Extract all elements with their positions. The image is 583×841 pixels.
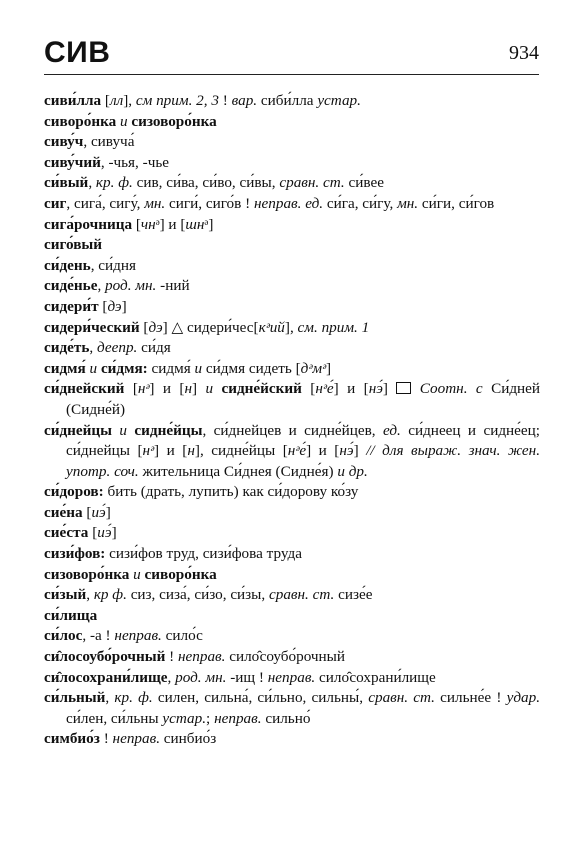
entry-text: , xyxy=(97,277,106,295)
entry-text: ] xyxy=(382,380,397,398)
entry-text: сизе́е xyxy=(334,586,373,604)
grammar-note: нэ́ xyxy=(339,442,354,460)
grammar-note: мн. xyxy=(397,194,419,212)
entry-text: ; xyxy=(206,709,215,727)
grammar-note: нᵊ xyxy=(142,442,155,460)
grammar-note: ед. xyxy=(382,421,401,439)
grammar-note: род. мн. xyxy=(105,277,157,295)
headword: си́днейцы xyxy=(44,421,113,439)
dictionary-entry xyxy=(44,112,540,133)
headword: сиг xyxy=(44,194,67,212)
dictionary-entry xyxy=(44,235,540,256)
grammar-note: и xyxy=(194,359,203,377)
dictionary-entry xyxy=(44,544,540,565)
entry-text: си́днеец и сидне́ец; си́днейцы [ xyxy=(66,421,541,460)
grammar-note: кр. ф. xyxy=(95,174,133,192)
entry-text: , xyxy=(86,586,94,604)
entry-text: си́дя xyxy=(137,339,171,357)
grammar-note: неправ. xyxy=(177,648,226,666)
grammar-note: неправ. xyxy=(214,709,262,727)
headword: сизи́фов: xyxy=(44,545,106,563)
variant-headword: сизоворо́нка xyxy=(131,112,217,130)
entry-text: ] xyxy=(326,359,332,377)
dictionary-entry xyxy=(44,153,540,174)
dictionary-entry xyxy=(44,91,540,112)
grammar-note: сравн. ст. xyxy=(368,689,435,707)
entry-text: сиги́, сиго́в ! xyxy=(165,194,254,212)
entry-text: силен, сильна́, си́льно, сильны́, xyxy=(152,689,369,707)
grammar-note: кр. ф. xyxy=(114,689,153,707)
entry-text: [ xyxy=(139,318,149,336)
grammar-note: чн xyxy=(140,215,156,233)
entry-text: жительница Си́днея (Сидне́я) xyxy=(138,462,338,480)
entry-text: , си́днейцев и сидне́йцев, xyxy=(202,421,383,439)
headword: си́лос xyxy=(44,627,83,645)
headword: симбио́з xyxy=(44,730,100,748)
grammar-note: устар. xyxy=(162,709,207,727)
entry-text: сило́с xyxy=(161,627,203,645)
grammar-note: кр ф. xyxy=(93,586,127,604)
grammar-note: неправ. ед. xyxy=(253,194,324,212)
grammar-note: шн xyxy=(185,215,205,233)
box-icon xyxy=(396,382,411,394)
grammar-note: и xyxy=(133,565,141,583)
entry-text: сильне́е ! xyxy=(434,689,507,707)
headword: си́льный xyxy=(44,689,106,707)
grammar-note: нэ́ xyxy=(368,380,383,398)
grammar-note: и xyxy=(89,359,98,377)
headword: си̂лосоубо́рочный xyxy=(44,648,166,666)
grammar-note: вар. xyxy=(231,92,258,109)
variant-headword: си́дмя: xyxy=(100,359,148,377)
variant-headword: сидне́йский xyxy=(221,380,302,398)
headword: си́днейский xyxy=(44,380,125,398)
entry-text: [ xyxy=(98,297,108,315)
headword: сидери́т xyxy=(44,297,99,315)
entry-text: сиз, сиза́, си́зо, си́зы, xyxy=(126,586,269,604)
dictionary-entries xyxy=(44,91,540,750)
entry-text: Си́дней (Сидне́й) xyxy=(66,380,541,418)
entry-text: , xyxy=(89,339,98,357)
entry-text: си́лен, си́льны xyxy=(66,709,163,727)
entry-text: ] и [ xyxy=(333,380,369,398)
headword: сизоворо́нка xyxy=(44,565,130,583)
grammar-note: неправ. xyxy=(114,627,162,645)
entry-text: , xyxy=(88,174,96,192)
entry-text: -ний xyxy=(156,277,190,295)
entry-text: сиби́лла xyxy=(257,92,318,109)
entry-text: си́вее xyxy=(344,174,384,192)
header-rule xyxy=(44,74,539,75)
dictionary-entry xyxy=(44,173,540,194)
dictionary-entry xyxy=(44,215,540,236)
entry-text: ], xyxy=(284,318,298,336)
dictionary-entry xyxy=(44,585,540,606)
grammar-note: иэ́ xyxy=(91,503,106,521)
entry-text: ] xyxy=(121,297,127,315)
grammar-note: кᵊий xyxy=(258,318,285,336)
entry-text: сило̂соубо́рочный xyxy=(225,648,346,666)
headword: сие́на xyxy=(44,503,83,521)
entry-text: сизи́фов труд, сизи́фова труда xyxy=(105,545,302,563)
headword: сидмя́ xyxy=(44,359,86,377)
entry-text: -ищ ! xyxy=(226,668,268,686)
entry-text: , -чья, -чье xyxy=(100,153,170,171)
grammar-note: дᵊмᵊ xyxy=(300,359,327,377)
dictionary-entry xyxy=(44,297,540,318)
entry-text: , сивуча́ xyxy=(83,133,135,151)
headword: сига́рочница xyxy=(44,215,133,233)
grammar-note: и xyxy=(205,380,214,398)
entry-text: ], xyxy=(123,92,136,109)
headword: сиви́лла xyxy=(44,92,102,109)
entry-text: ], сидне́йцы [ xyxy=(194,442,288,460)
dictionary-entry xyxy=(44,482,540,503)
grammar-note: нᵊе́ xyxy=(287,442,307,460)
dictionary-entry xyxy=(44,668,540,689)
dictionary-entry xyxy=(44,626,540,647)
headword: си́день xyxy=(44,256,91,274)
grammar-note: см. прим. 1 xyxy=(297,318,370,336)
entry-text: ] и [ xyxy=(149,380,185,398)
entry-text: , xyxy=(167,668,176,686)
entry-text: си́ги, си́гов xyxy=(418,194,495,212)
dictionary-entry xyxy=(44,523,540,544)
grammar-note: дэ xyxy=(148,318,163,336)
grammar-note: см прим. 2, 3 xyxy=(135,92,219,109)
headword: си́доров: xyxy=(44,483,104,501)
entry-text: си́дмя сидеть [ xyxy=(202,359,301,377)
entry-text: си́га, си́гу, xyxy=(323,194,398,212)
entry-text: ] xyxy=(105,503,111,521)
entry-text: ] и [ xyxy=(306,442,340,460)
dictionary-entry xyxy=(44,194,540,215)
entry-text: , сига́, сигу́, xyxy=(66,194,145,212)
entry-text: сильно́ xyxy=(261,709,311,727)
entry-text: [ xyxy=(132,215,141,233)
grammar-note: удар. xyxy=(506,689,540,707)
entry-text: ᵊ] xyxy=(204,215,214,233)
page-number: 934 xyxy=(509,42,539,64)
grammar-note: неправ. xyxy=(267,668,316,686)
entry-text: [ xyxy=(124,380,138,398)
entry-text: ] xyxy=(192,380,206,398)
entry-text: [ xyxy=(82,503,92,521)
headword: сиву́ч xyxy=(44,133,84,151)
grammar-note: нᵊ xyxy=(137,380,150,398)
grammar-note: нᵊе́ xyxy=(315,380,334,398)
entry-text: ! xyxy=(165,648,178,666)
entry-text: [ xyxy=(301,380,316,398)
headword: си́вый xyxy=(44,174,89,192)
dictionary-entry xyxy=(44,276,540,297)
entry-text: сив, си́ва, си́во, си́вы, xyxy=(132,174,280,192)
entry-text: синбио́з xyxy=(160,730,217,748)
dictionary-entry xyxy=(44,256,540,277)
grammar-note: и др. xyxy=(337,462,368,480)
dictionary-entry xyxy=(44,359,540,380)
entry-text: ] и [ xyxy=(154,442,188,460)
dictionary-entry xyxy=(44,318,540,339)
entry-text: ! xyxy=(218,92,232,109)
dictionary-entry xyxy=(44,503,540,524)
grammar-note: сравн. ст. xyxy=(279,174,345,192)
dictionary-entry xyxy=(44,421,540,483)
grammar-note: мн. xyxy=(144,194,166,212)
grammar-note: неправ. xyxy=(112,730,160,748)
headword: сиву́чий xyxy=(44,153,101,171)
entry-text: ] xyxy=(353,442,367,460)
grammar-note: сравн. ст. xyxy=(268,586,335,604)
headword: сивoро́нка xyxy=(44,112,117,130)
grammar-note: Соотн. с xyxy=(419,380,483,398)
grammar-note: лл xyxy=(109,92,124,109)
headword: сиде́нье xyxy=(44,277,98,295)
entry-text: , -а ! xyxy=(82,627,115,645)
grammar-note: деепр. xyxy=(97,339,138,357)
variant-headword: сивoро́нка xyxy=(144,565,217,583)
dictionary-entry xyxy=(44,338,540,359)
headword: сиго́вый xyxy=(44,236,103,254)
dictionary-entry xyxy=(44,379,540,420)
entry-text: ] △ сидери́чес[ xyxy=(162,318,259,336)
grammar-note: устар. xyxy=(317,92,361,109)
entry-text: , си́дня xyxy=(90,256,137,274)
entry-text: ! xyxy=(99,730,113,748)
grammar-note: дэ xyxy=(107,297,122,315)
dictionary-entry xyxy=(44,688,540,729)
entry-text: ] xyxy=(111,524,117,542)
running-head: СИВ xyxy=(44,36,111,69)
entry-text: сило̂сохрани́лище xyxy=(315,668,436,686)
dictionary-entry xyxy=(44,606,540,627)
headword: си́лища xyxy=(44,606,98,624)
headword: сидери́ческий xyxy=(44,318,140,336)
grammar-note: род. мн. xyxy=(175,668,227,686)
headword: сиде́ть xyxy=(44,339,90,357)
headword: си̂лосохрани́лище xyxy=(44,668,168,686)
grammar-note: и xyxy=(120,112,128,130)
grammar-note: н xyxy=(184,380,193,398)
grammar-note: н xyxy=(187,442,195,460)
entry-text xyxy=(411,380,419,397)
grammar-note: и xyxy=(119,421,128,439)
headword: си́зый xyxy=(44,586,87,604)
entry-text: ᵊ] и [ xyxy=(155,215,186,233)
dictionary-entry xyxy=(44,729,540,750)
entry-text: сидмя́ xyxy=(147,359,195,377)
dictionary-entry xyxy=(44,132,540,153)
entry-text: [ xyxy=(88,524,98,542)
headword: сие́ста xyxy=(44,524,89,542)
entry-text: , xyxy=(105,689,115,707)
variant-headword: сидне́йцы xyxy=(134,421,203,439)
entry-text: [ xyxy=(101,92,110,109)
dictionary-entry xyxy=(44,565,540,586)
entry-text: бить (драть, лупить) как си́дорову ко́зу xyxy=(103,483,359,501)
dictionary-entry xyxy=(44,647,540,668)
grammar-note: иэ́ xyxy=(97,524,112,542)
grammar-note: // для выраж. знач. жен. употр. соч. xyxy=(66,442,541,480)
